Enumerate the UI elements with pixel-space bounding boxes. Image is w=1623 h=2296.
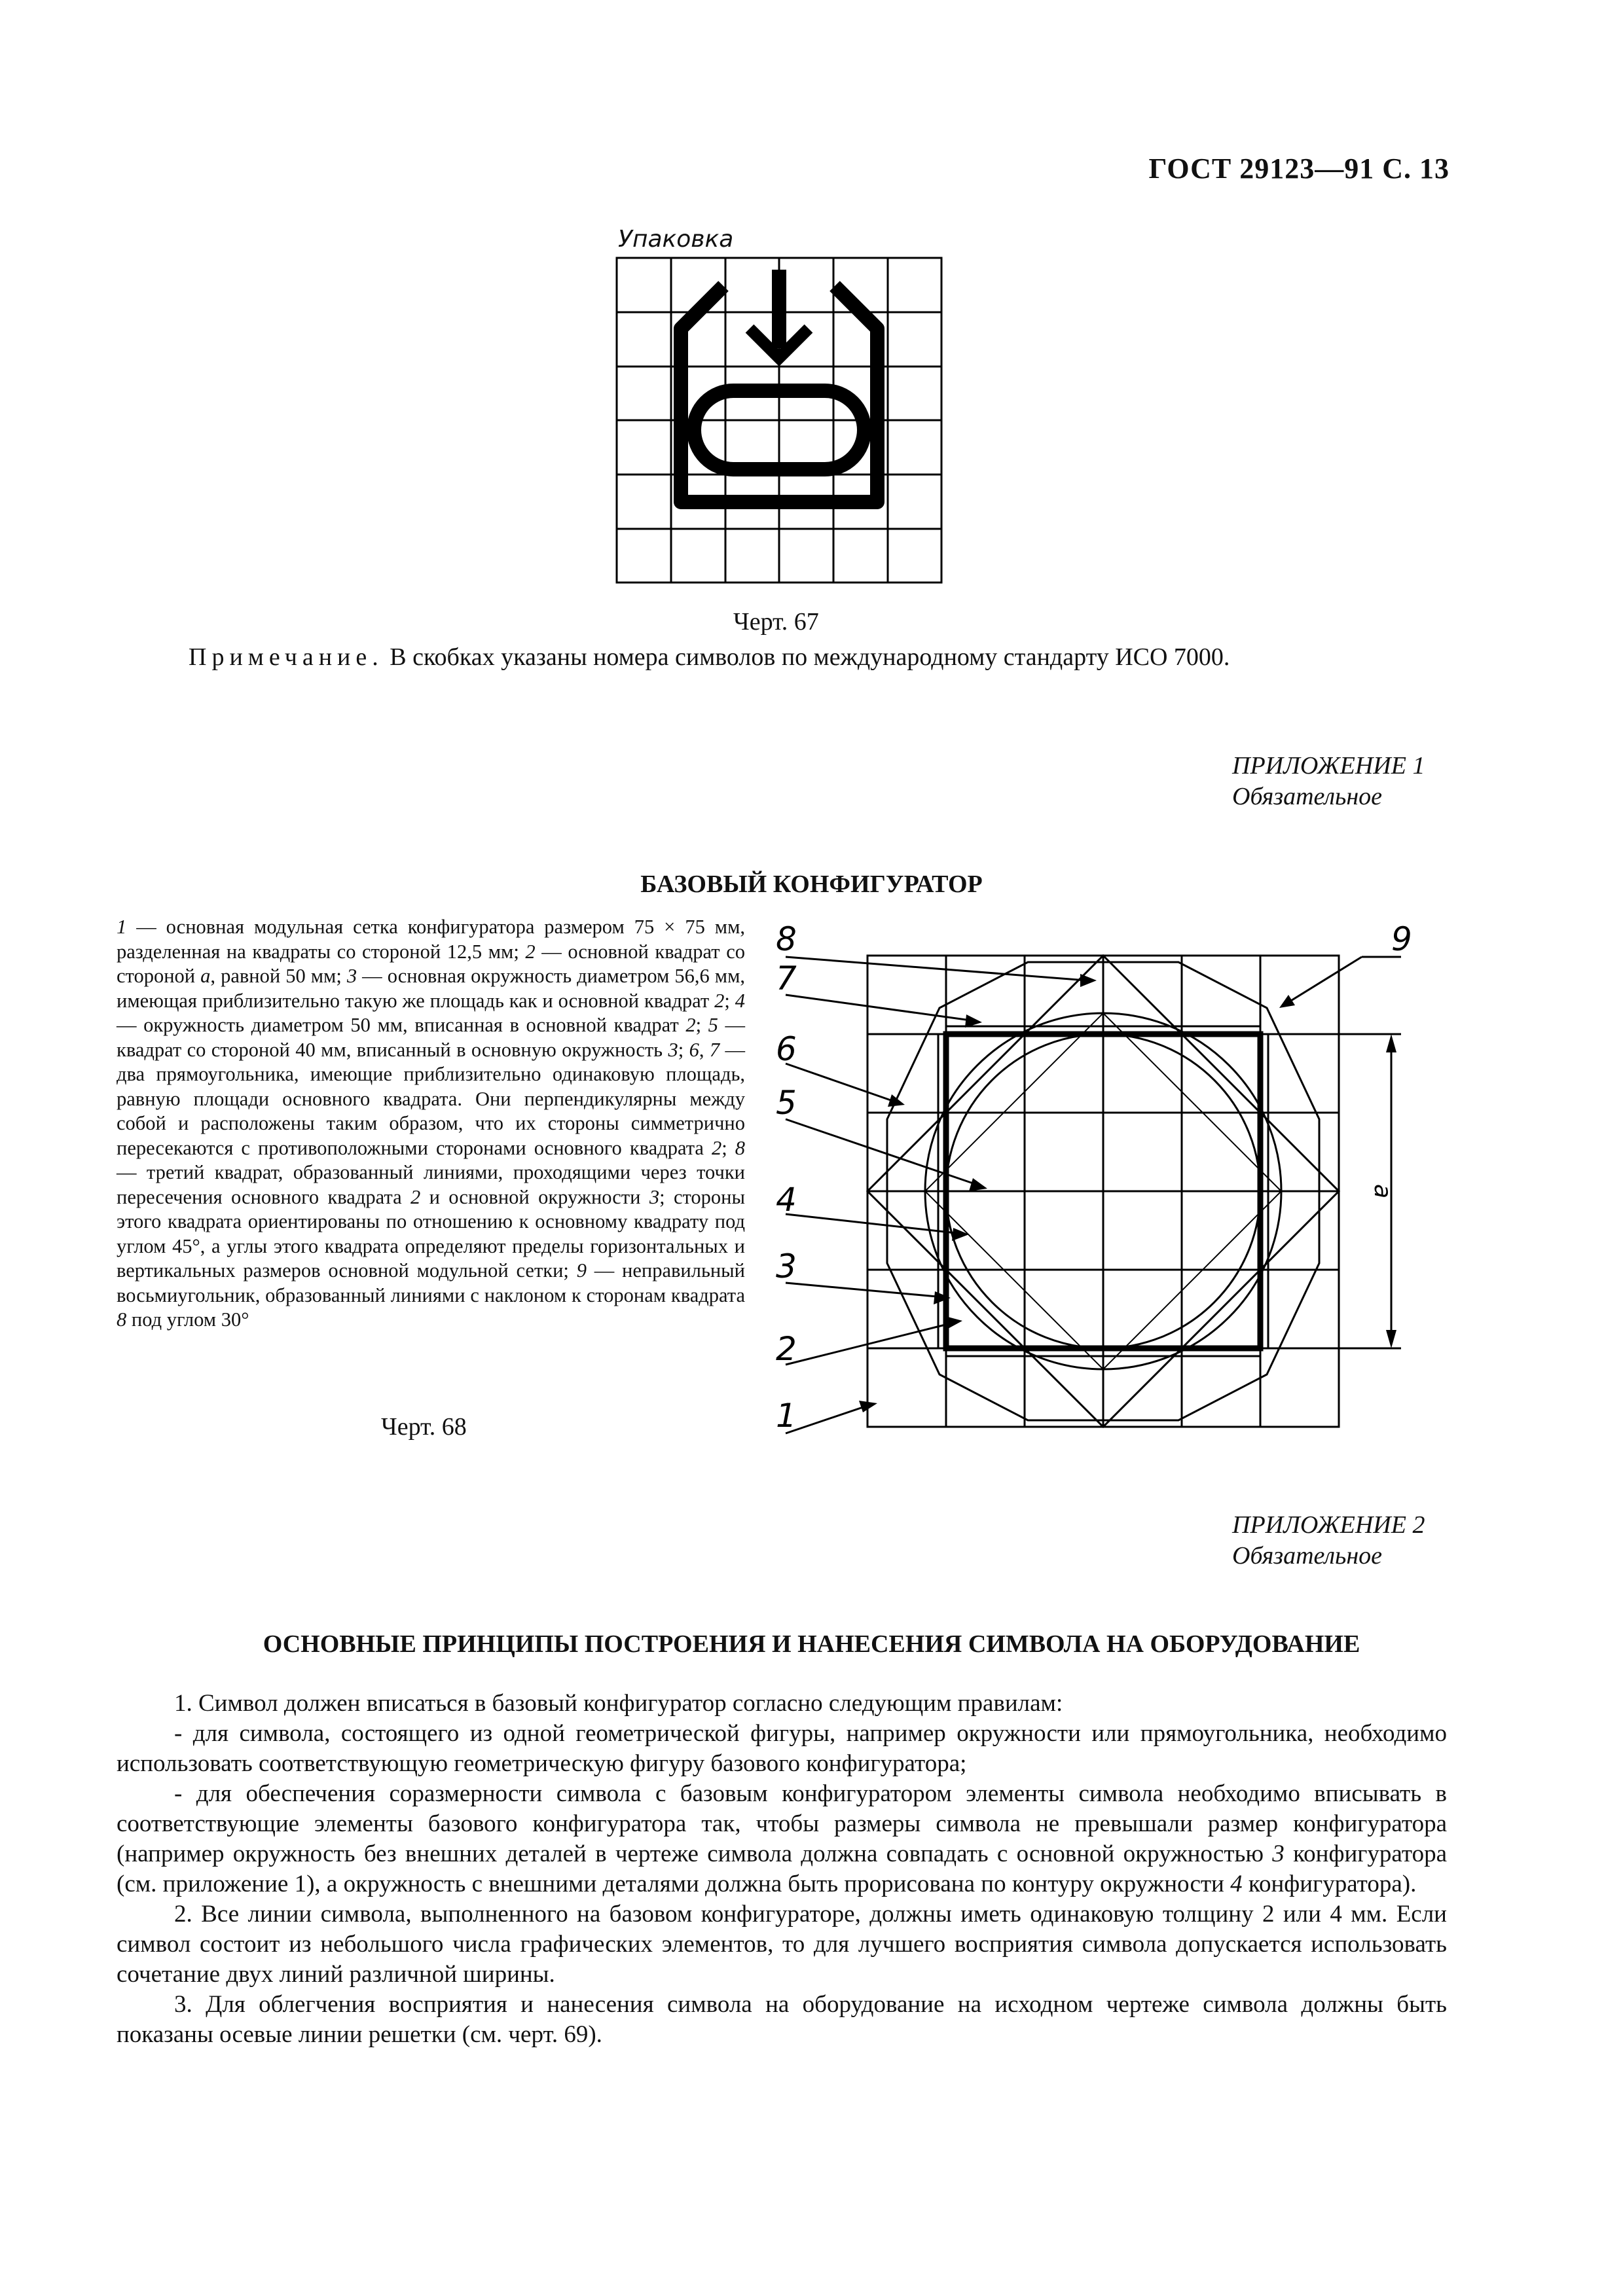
appendix-2-status: Обязательное xyxy=(1232,1542,1383,1570)
callout-9: 9 xyxy=(1391,920,1412,958)
note-text: В скобках указаны номера символов по международному стандарту ИСО 7000. xyxy=(383,643,1230,671)
running-header: ГОСТ 29123—91 С. 13 xyxy=(1148,152,1450,185)
dimension-a-label: а xyxy=(1369,1183,1396,1199)
base-configurator-figure xyxy=(753,903,1447,1460)
appendix-1-title: БАЗОВЫЙ КОНФИГУРАТОР xyxy=(640,870,983,898)
callout-6: 6 xyxy=(776,1030,797,1068)
configurator-legend: 1 — основная модульная сетка конфигуратора размером 75 × 75 мм, разделенная на квадраты со стороной 12,5 мм; 2 — основной квадрат со стороной а, равной 50 мм; 3 — основная окружность диаметром 56,6 мм, имеющая приблизительно такую же площадь как и основной квадрат 2; 4 — окружность диаметром 50 мм, вписанная в основной квадрат 2; 5 — квадрат со стороной 40 мм, вписанный в основную окружность 3; 6, 7 — два прямоугольника, имеющие приблизительно одинаковую площадь, равную площади основного квадрата. Они перпендикулярны между собой и расположены таким образом, что их стороны симметрично пересекаются с противоположными сторонами основного квадрата 2; 8 — третий квадрат, образованный линиями, проходящими через точки пересечения основного квадрата 2 и основной окружности 3; стороны этого квадрата ориентированы по отношению к основному квадрату под углом 45°, а углы этого квадрата определяют пределы горизонтальных и вертикальных размеров основной модульной сетки; 9 — неправильный восьмиугольник, образованный линиями с наклоном к сторонам квадрата 8 под углом 30° xyxy=(117,916,746,1331)
dimension-arrow-top xyxy=(1386,1034,1396,1052)
callout-3: 3 xyxy=(776,1247,797,1285)
note-lead: Примечание. xyxy=(189,643,384,671)
packaging-symbol-figure xyxy=(615,257,949,590)
note xyxy=(189,643,1230,672)
paragraph-1a: - для символа, состоящего из одной геометрической фигуры, например окружности или прямоугольника, необходимо использовать соответствующую геометрическую фигуру базового конфигуратора; xyxy=(117,1720,1447,1777)
callout-8: 8 xyxy=(776,920,797,958)
paragraph-2: 2. Все линии символа, выполненного на базовом конфигураторе, должны иметь одинаковую толщину 2 или 4 мм. Если символ состоит из небольшого числа графических элементов, то для лучшего восприятия символа допускается использовать сочетание двух линий различной ширины. xyxy=(117,1901,1447,1988)
paragraph-1: 1. Символ должен вписаться в базовый конфигуратор согласно следующим правилам: xyxy=(174,1690,1063,1717)
callout-4: 4 xyxy=(776,1181,797,1219)
leader-lines xyxy=(786,957,1401,1433)
packaging-symbol xyxy=(681,270,877,502)
figure-68-caption: Черт. 68 xyxy=(381,1413,467,1441)
dimension-arrow-bottom xyxy=(1386,1330,1396,1348)
figure-67-caption: Черт. 67 xyxy=(733,608,819,636)
appendix-2-body xyxy=(117,1689,1447,2050)
callout-5: 5 xyxy=(776,1084,797,1122)
appendix-2-label: ПРИЛОЖЕНИЕ 2 xyxy=(1232,1511,1425,1539)
appendix-1-status: Обязательное xyxy=(1232,783,1383,810)
appendix-2-title: ОСНОВНЫЕ ПРИНЦИПЫ ПОСТРОЕНИЯ И НАНЕСЕНИЯ СИМВОЛА НА ОБОРУДОВАНИЕ xyxy=(263,1630,1360,1658)
callout-2: 2 xyxy=(776,1330,797,1368)
appendix-1-label: ПРИЛОЖЕНИЕ 1 xyxy=(1232,752,1425,780)
callout-1: 1 xyxy=(776,1397,797,1435)
symbol-label: Упаковка xyxy=(618,226,734,253)
callout-7: 7 xyxy=(776,960,797,997)
paragraph-3: 3. Для облегчения восприятия и нанесения символа на оборудование на исходном чертеже символа должны быть показаны осевые линии решетки (см. черт. 69). xyxy=(117,1991,1447,2048)
paragraph-1b: - для обеспечения соразмерности символа с базовым конфигуратором элементы символа необходимо вписывать в соответствующие элементы базового конфигуратора так, чтобы размеры символа не превышали размер конфигуратора (например окружность без внешних деталей в чертеже символа должна совпадать с основной окружностью 3 конфигуратора (см. приложение 1), а окружность с внешними деталями должна быть прорисована по контуру окружности 4 конфигуратора). xyxy=(117,1780,1447,1897)
